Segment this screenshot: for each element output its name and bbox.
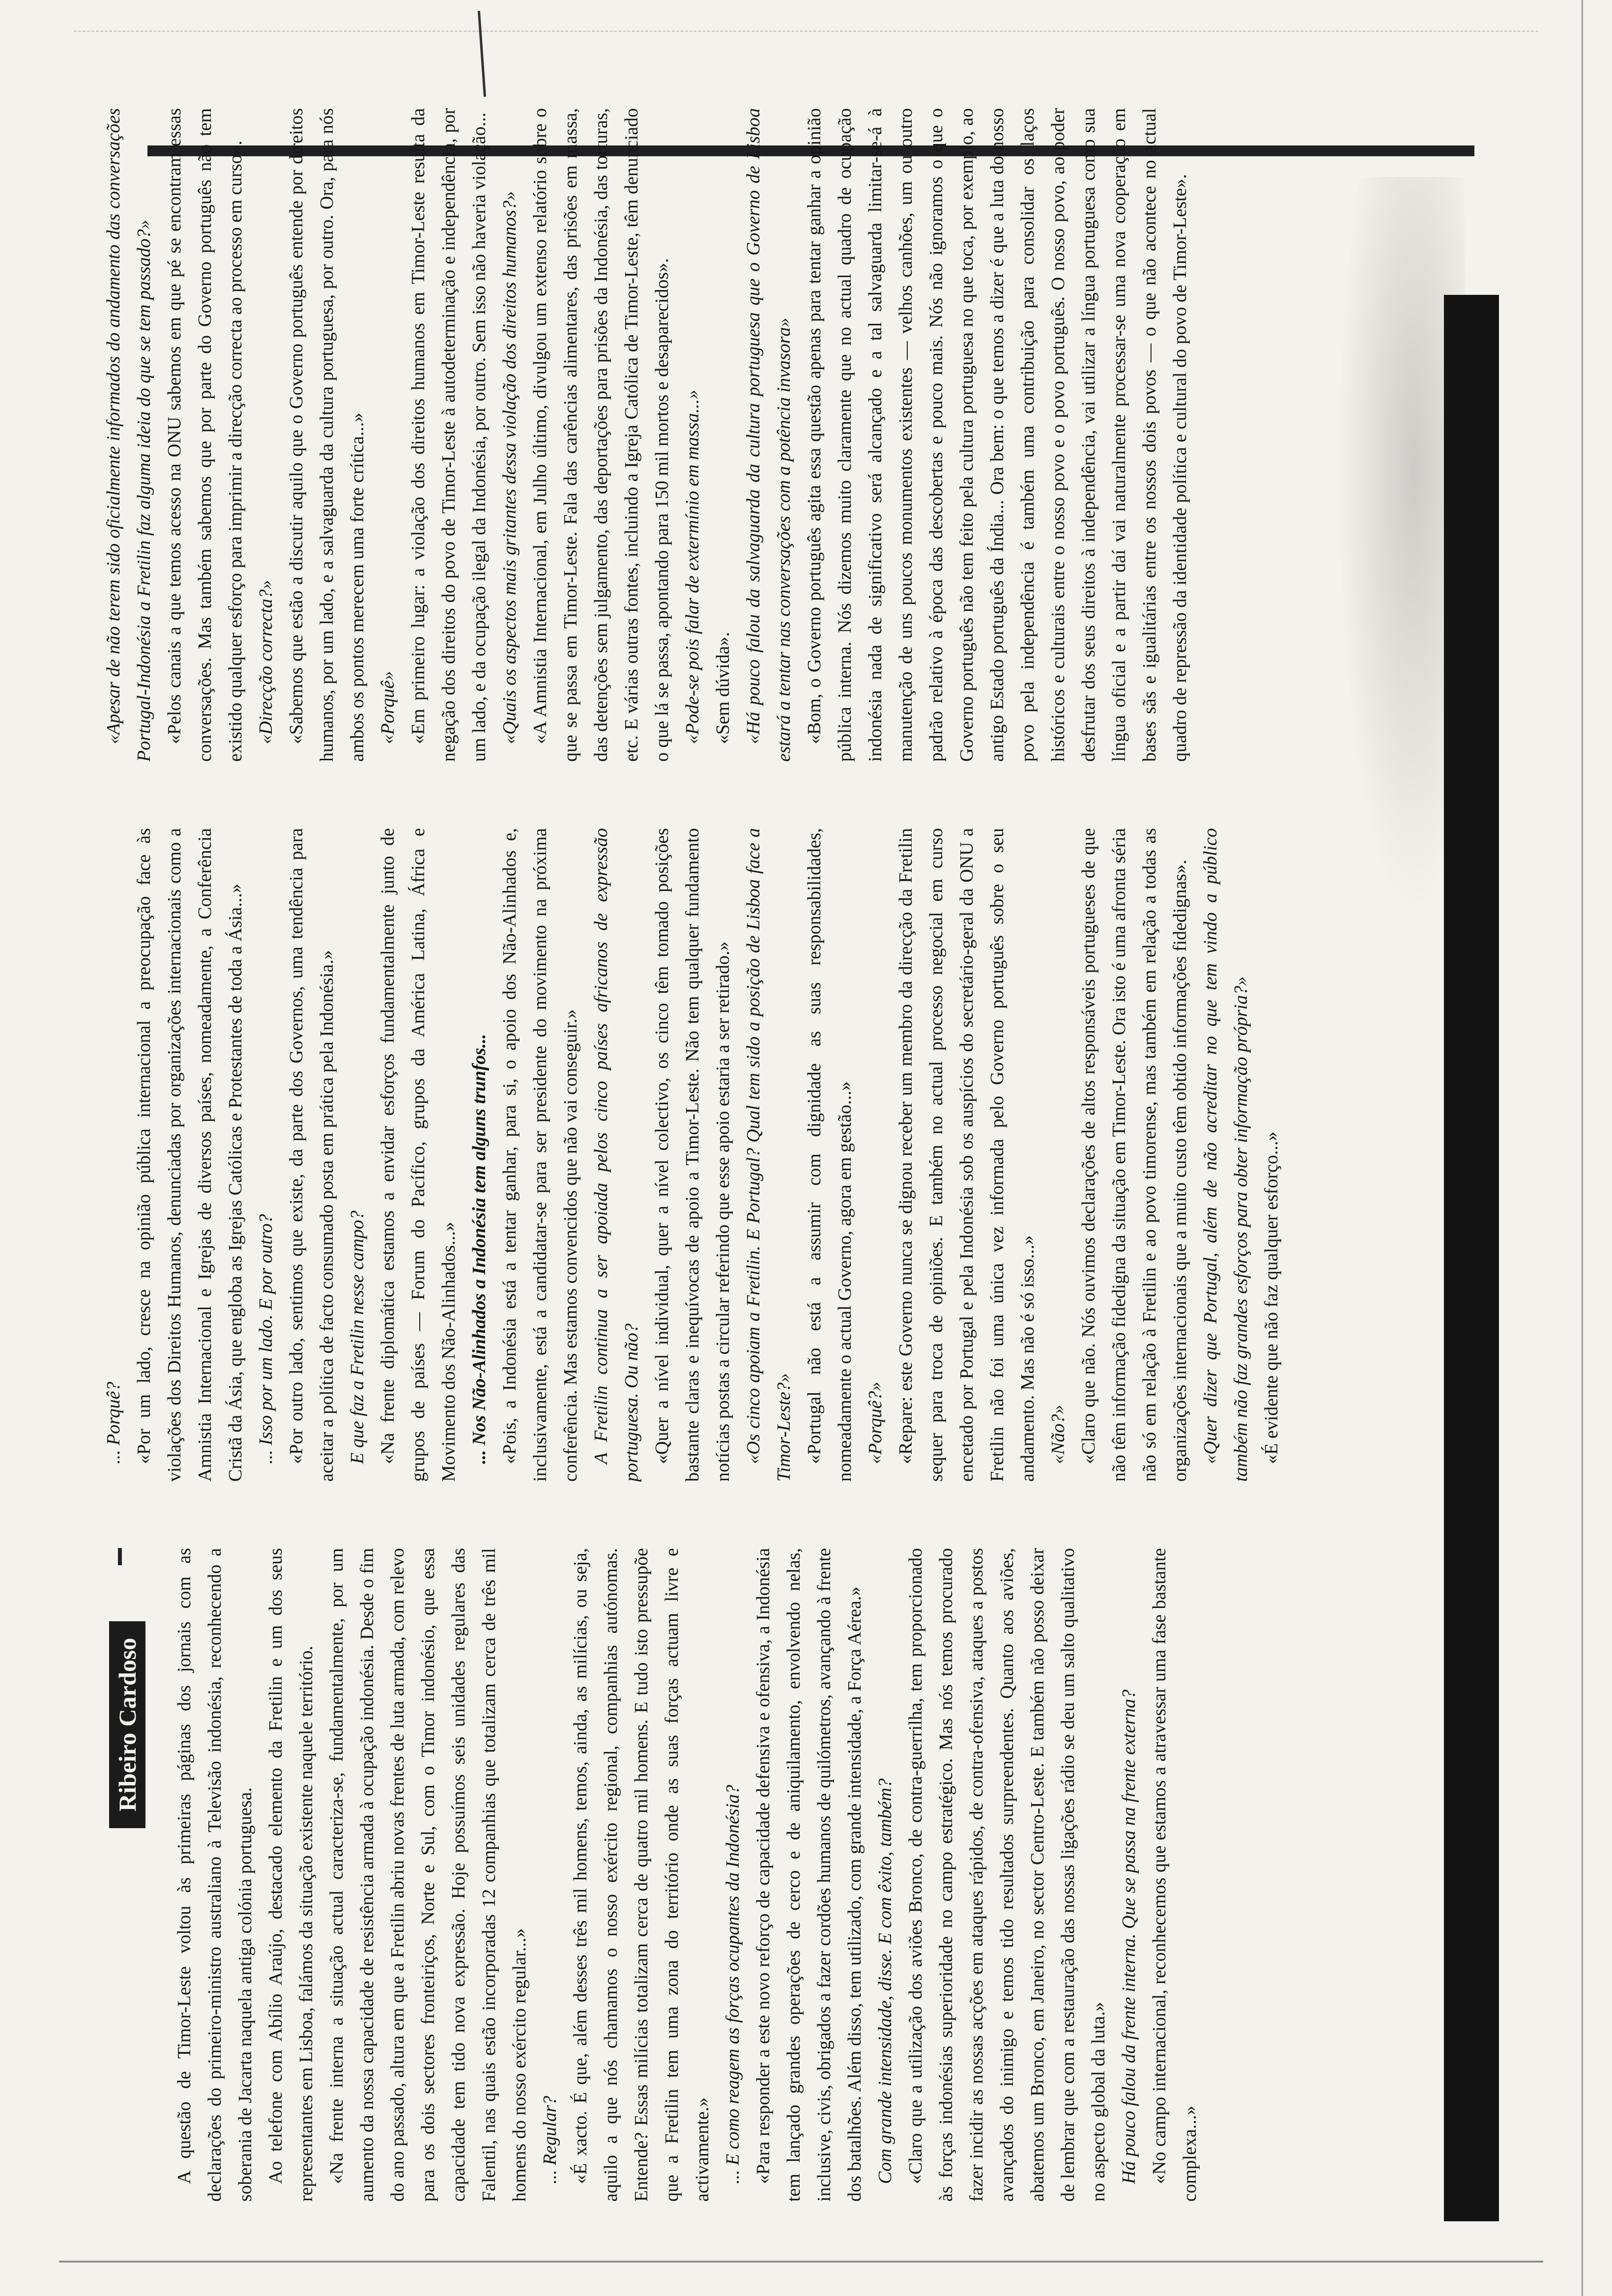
article-columns [98,108,1401,2202]
answer-paragraph: «Bom, o Governo português agita essa questão apenas para tentar ganhar a opinião pública interna. Nós dizemos muito claramente que no actual quadro de ocupação indonésia nada de significativo será alcançado e a tal salvaguarda limitar-se-á à manutenção de uns poucos monumentos existentes — velhos canhões, um ou outro padrão relativo à época das descobertas e pouco mais. Nós não ignoramos o que o Governo português não tem feito pela cultura portuguesa no que toca, por exemplo, ao antigo Estado português da Índia... Ora bem: o que temos a dizer é que a luta do nosso povo pela independência é também uma contribuição para consolidar os laços históricos e culturais entre o nosso povo e o povo português. O nosso povo, ao poder desfrutar dos seus direitos à independência, vai utilizar a língua portuguesa como sua língua oficial e a partir daí vai naturalmente processar-se uma nova cooperação em bases sãs e igualitárias entre os nossos dois povos — o que não acontece no actual quadro de repressão da identidade política e cultural do povo de Timor-Leste». [804,108,1190,762]
question-paragraph: «Porquê?» [865,1381,886,1464]
question-paragraph: Com grande intensidade, disse. E com êxito, também? [875,1778,895,2184]
answer-paragraph: Ao telefone com Abílio Araújo, destacado elemento da Fretilin e um dos seus representantes em Lisboa, falámos da situação existente naquele território. [265,1548,317,2202]
answer-paragraph: «Claro que não. Nós ouvimos declarações de altos responsáveis portugueses de que não têm informação fidedigna da situação em Timor-Leste. Ora isto é uma afronta séria não só em relação à Fretilin e ao povo timorense, mas também em relação a todas as organizações internacionais que a muito custo têm obtido informações fidedignas». [1078,828,1190,1482]
answer-paragraph: «Por um lado, cresce na opinião pública internacional a preocupação face às violações dos Direitos Humanos, denunciadas por organizações internacionais como a Amnistia Internacional e Igrejas de diversos países, nomeadamente, a Conferência Cristã da Ásia, que engloba as Igrejas Católicas e Protestantes de toda a Ásia...» [134,828,246,1482]
answer-paragraph: «Sabemos que estão a discutir aquilo que o Governo português entende por direitos humanos, por um lado, e a salvaguarda da cultura portuguesa, por outro. Ora, para nós ambos os pontos merecem uma forte crítica...» [286,108,368,762]
question-paragraph: «Quer dizer que Portugal, além de não acreditar no que tem vindo a público também não faz grandes esforços para obter informação própria?» [1200,828,1251,1482]
question-paragraph: «Direcção correcta?» [256,580,276,744]
question-paragraph: ... E como reagem as forças ocupantes da Indonésia? [722,1784,743,2184]
answer-paragraph: «Em primeiro lugar: a violação dos direitos humanos em Timor-Leste resulta da negação dos direitos do povo de Timor-Leste à autodeterminação e independência, por um lado, e da ocupação ilegal da Indonésia, por outro. Sem isso não haveria violação... [408,108,489,762]
question-paragraph: «Porquê» [377,671,398,744]
question-paragraph: «Pode-se pois falar de extermínio em massa...» [682,390,703,744]
question-paragraph: «Quais os aspectos mais gritantes dessa violação dos direitos humanos?» [499,191,520,744]
answer-paragraph: «Quer a nível individual, quer a nível colectivo, os cinco têm tomado posições bastante claras e inequívocas de apoio a Timor-Leste. Não tem qualquer fundamento notícias postas a circular referindo que esse apoio estaria a ser retirado.» [652,828,733,1482]
page-edge [1582,0,1583,2296]
question-paragraph: A Fretilin continua a ser apoiada pelos cinco países africanos de expressão portuguesa. Ou não? [591,828,642,1482]
question-paragraph: Há pouco falou da frente interna. Que se passa na frente externa? [1119,1689,1139,2184]
byline: Ribeiro Cardoso [109,1621,145,1828]
question-paragraph: E que faz a Fretilin nesse campo? [347,1210,368,1464]
answer-paragraph: «Na frente diplomática estamos a envidar esforços fundamentalmente junto de grupos de países — Forum do Pacífico, grupos da América Latina, África e Movimento dos Não-Alinhados...» [377,828,459,1482]
answer-paragraph: «Sem dúvida». [713,632,733,744]
answer-paragraph: «Na frente interna a situação actual caracteriza-se, fundamentalmente, por um aumento da nossa capacidade de resistência armada à ocupação indonésia. Desde o fim do ano passado, altura em que a Fretilin abriu novas frentes de luta armada, com relevo para os dois sectores fronteiriços, Norte e Sul, com o Timor indonésio, que essa capacidade tem tido nova expressão. Hoje possuímos seis unidades regulares das Falentil, nas quais estão incorporadas 12 companhias que totalizam cerca de três mil homens do nosso exército regular...» [326,1548,530,2202]
article-page [98,98,1465,2211]
answer-paragraph: «Pelos canais a que temos acesso na ONU sabemos em que pé se encontram essas conversações. Mas também sabemos que por parte do Governo português não tem existido qualquer esforço para imprimir a direcção correcta ao processo em curso». [164,108,246,762]
small-rule [118,1548,122,1565]
answer-paragraph: «Portugal não está a assumir com dignidade as suas responsabilidades, nomeadamente o actual Governo, agora em gestão...» [804,828,855,1482]
question-paragraph: «Não?» [1048,1405,1068,1464]
answer-paragraph: «A Amnistia Internacional, em Julho último, divulgou um extenso relatório sobre o que se passa em Timor-Leste. Fala das carências alimentares, das prisões em massa, das detenções sem julgamento, das deportações para prisões da Indonésia, das torturas, etc. E várias outras fontes, incluindo a Igreja Católica de Timor-Leste, têm denunciado o que lá se passa, apontando para 150 mil mortos e desaparecidos». [530,108,672,762]
answer-paragraph: «Pois, a Indonésia está a tentar ganhar, para si, o apoio dos Não-Alinhados e, inclusivamente, está a candidatar-se para ser presidente do movimento na próxima conferência. Mas estamos convencidos que não vai conseguir.» [499,828,581,1482]
answer-paragraph: A questão de Timor-Leste voltou às primeiras páginas dos jornais com as declarações do primeiro-ministro australiano à Televisão indonésia, reconhecendo a soberania de Jacarta naquela antiga colónia portuguesa. [174,1548,256,2202]
question-paragraph: ... Isso por um lado. E por outro? [256,1214,276,1464]
answer-paragraph: «Repare: este Governo nunca se dignou receber um membro da direcção da Fretilin sequer para troca de opiniões. E também no actual processo negocial em curso encetado por Portugal e pela Indonésia sob os auspícios do secretário-geral da ONU a Fretilin não foi uma única vez informada pelo Governo português sobre o seu andamento. Mas não é só isso...» [895,828,1038,1482]
column-3 [98,108,1401,762]
scan-mark [478,11,486,97]
byline-block [98,1548,156,2202]
answer-paragraph: «No campo internacional, reconhecemos que estamos a atravessar uma fase bastante complexa...» [1149,1548,1200,2202]
question-paragraph: ... Porquê? [103,1381,124,1464]
column-2 [98,828,1401,1482]
answer-paragraph: «É evidente que não faz qualquer esforço...» [1261,1131,1282,1464]
question-paragraph: «Apesar de não terem sido oficialmente informados do andamento das conversações Portugal-Indonésia a Fretilin faz alguma ideia do que se tem passado?» [103,108,154,762]
answer-paragraph: «Para responder a este novo reforço de capacidade defensiva e ofensiva, a Indonésia tem lançado grandes operações de cerco e de aniquilamento, envolvendo nelas, inclusive, civis, obrigados a fazer cordões humanos de quilómetros, avançando à frente dos batalhões. Além disso, tem utilizado, com grande intensidade, a Força Aérea.» [753,1548,865,2202]
question-paragraph: ... Regular? [540,2095,560,2184]
answer-paragraph: «Claro que a utilização dos aviões Bronco, de contra-guerrilha, tem proporcionado às forças indonésias superioridade no campo estratégico. Mas nós temos procurado fazer incidir as nossas acções em ataques rápidos, de contra-ofensiva, ataques a postos avançados do inimigo e temos tido resultados surpreendentes. Quanto aos aviões, abatemos um Bronco, em Janeiro, no sector Centro-Leste. E também não posso deixar de lembrar que com a restauração das nossas ligações rádio se deu um salto qualitativo no aspecto global da luta.» [905,1548,1109,2202]
answer-paragraph: «Por outro lado, sentimos que existe, da parte dos Governos, uma tendência para aceitar a política de facto consumado posta em prática pela Indonésia.» [286,828,337,1482]
scan-top-dashed-line [74,30,1538,32]
question-paragraph: «Há pouco falou da salvaguarda da cultura portuguesa que o Governo de Lisboa estará a tentar nas conversações com a potência invasora» [743,108,794,762]
column-1 [98,1548,1401,2202]
page-bottom-edge [59,2261,1543,2263]
answer-paragraph: «É xacto. É que, além desses três mil homens, temos, ainda, as milícias, ou seja, aquilo a que nós chamamos o nosso exército regional, companhias autónomas. Entende? Essas milícias totalizam cerca de quatro mil homens. E tudo isto pressupõe que a Fretilin tem uma zona do território onde as suas forças actuam livre e activamente.» [570,1548,713,2202]
question-paragraph: «Os cinco apoiam a Fretilin. E Portugal? Qual tem sido a posição de Lisboa face a Timor-Leste?» [743,828,794,1482]
question-paragraph: ... Nos Não-Alinhados a Indonésia tem alguns trunfos... [469,1033,489,1464]
